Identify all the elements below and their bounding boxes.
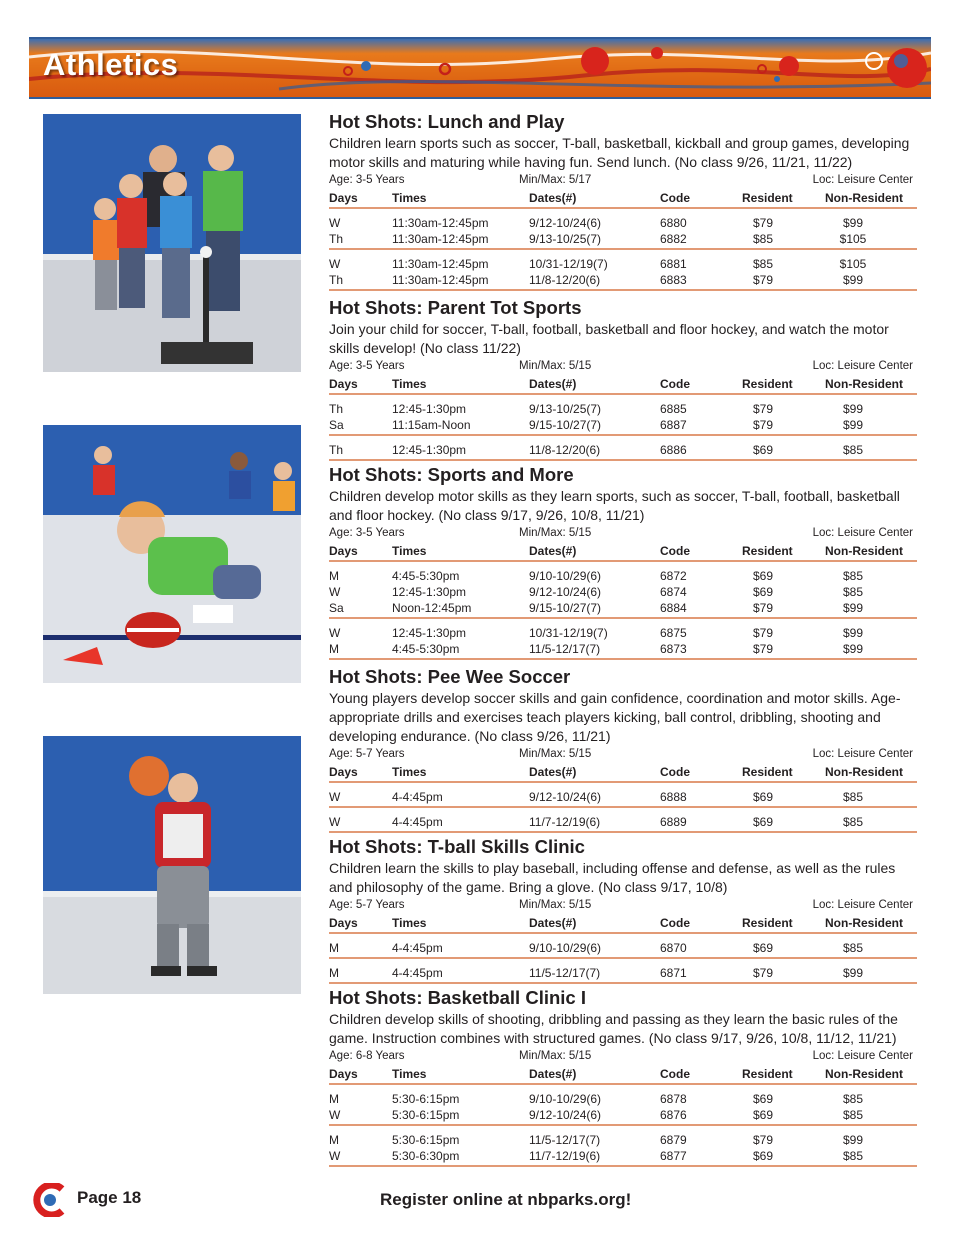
cell-time: 11:30am-12:45pm — [392, 273, 489, 287]
course-block — [329, 666, 917, 833]
session-group — [329, 808, 917, 833]
cell-resident-fee: $79 — [752, 1133, 774, 1147]
age-range: Age: 3-5 Years — [329, 174, 405, 186]
table-row — [329, 271, 917, 287]
cell-time: 5:30-6:15pm — [392, 1108, 460, 1122]
cell-time: 5:30-6:15pm — [392, 1133, 460, 1147]
session-group — [329, 1085, 917, 1126]
session-group — [329, 209, 917, 250]
table-row — [329, 1090, 917, 1106]
page-number: Page 18 — [77, 1188, 142, 1207]
col-days: Days — [329, 191, 358, 205]
course-block — [329, 111, 917, 291]
course-description: Young players develop soccer skills and gain confidence, coordination and motor skills. Age-appropriate drills and exercises teach players kicking, ball control, dribbling, shooting and developing endurance. (No class 9/26, 11/21) — [329, 690, 901, 744]
location: Loc: Leisure Center — [812, 748, 913, 760]
course-block — [329, 297, 917, 461]
cell-day: W — [329, 626, 341, 640]
col-times: Times — [392, 377, 427, 391]
col-dates: Dates(#) — [529, 191, 577, 205]
section-banner — [29, 37, 931, 99]
cell-dates: 9/12-10/24(6) — [529, 585, 602, 599]
cell-time: 11:30am-12:45pm — [392, 257, 489, 271]
cell-time: 12:45-1:30pm — [392, 585, 467, 599]
col-resident: Resident — [742, 544, 793, 558]
cell-nonresident-fee: $85 — [842, 941, 864, 955]
cell-dates: 10/31-12/19(7) — [529, 626, 608, 640]
cell-day: Sa — [329, 418, 344, 432]
session-group — [329, 436, 917, 461]
cell-resident-fee: $69 — [752, 585, 774, 599]
col-dates: Dates(#) — [529, 544, 577, 558]
course-meta — [329, 898, 917, 914]
cell-nonresident-fee: $85 — [842, 790, 864, 804]
table-header — [329, 375, 917, 395]
col-dates: Dates(#) — [529, 1067, 577, 1081]
cell-dates: 10/31-12/19(7) — [529, 257, 608, 271]
table-row — [329, 1147, 917, 1163]
course-block — [329, 464, 917, 660]
photo-kid-basketball — [43, 736, 301, 994]
cell-resident-fee: $69 — [752, 569, 774, 583]
cell-code: 6879 — [660, 1133, 687, 1147]
cell-time: 11:30am-12:45pm — [392, 232, 489, 246]
session-group — [329, 959, 917, 984]
course-meta — [329, 526, 917, 542]
cell-time: 12:45-1:30pm — [392, 443, 467, 457]
col-resident: Resident — [742, 191, 793, 205]
cell-code: 6873 — [660, 642, 687, 656]
cell-dates: 9/12-10/24(6) — [529, 790, 602, 804]
cell-code: 6881 — [660, 257, 687, 271]
cell-dates: 11/5-12/17(7) — [529, 642, 601, 656]
course-meta — [329, 747, 917, 763]
cell-nonresident-fee: $99 — [842, 626, 864, 640]
cell-time: 4-4:45pm — [392, 966, 443, 980]
course-description: Join your child for soccer, T-ball, football, basketball and floor hockey, and watch the motor skills develop! (No class 11/22) — [329, 321, 889, 356]
cell-code: 6887 — [660, 418, 687, 432]
table-row — [329, 567, 917, 583]
cell-dates: 11/7-12/19(6) — [529, 1149, 601, 1163]
cell-time: 4-4:45pm — [392, 790, 443, 804]
min-max: Min/Max: 5/15 — [519, 1050, 592, 1062]
course-title: Hot Shots: T-ball Skills Clinic — [329, 836, 585, 857]
min-max: Min/Max: 5/15 — [519, 748, 592, 760]
cell-code: 6883 — [660, 273, 687, 287]
cell-code: 6882 — [660, 232, 687, 246]
age-range: Age: 6-8 Years — [329, 1050, 405, 1062]
col-nonresident: Non-Resident — [825, 916, 903, 930]
cell-code: 6876 — [660, 1108, 687, 1122]
col-code: Code — [660, 544, 690, 558]
cell-dates: 9/15-10/27(7) — [529, 601, 602, 615]
col-times: Times — [392, 1067, 427, 1081]
cell-nonresident-fee: $99 — [842, 966, 864, 980]
cell-time: 11:30am-12:45pm — [392, 216, 489, 230]
col-nonresident: Non-Resident — [825, 1067, 903, 1081]
age-range: Age: 5-7 Years — [329, 899, 405, 911]
table-row — [329, 624, 917, 640]
cell-code: 6878 — [660, 1092, 687, 1106]
cell-time: 4-4:45pm — [392, 815, 443, 829]
cell-code: 6884 — [660, 601, 687, 615]
cell-dates: 11/7-12/19(6) — [529, 815, 601, 829]
cell-resident-fee: $79 — [752, 418, 774, 432]
photo-kids-tball — [43, 114, 301, 372]
cell-resident-fee: $79 — [752, 966, 774, 980]
col-code: Code — [660, 191, 690, 205]
cell-nonresident-fee: $85 — [842, 569, 864, 583]
cell-nonresident-fee: $85 — [842, 1092, 864, 1106]
cell-time: 5:30-6:30pm — [392, 1149, 460, 1163]
table-row — [329, 214, 917, 230]
col-days: Days — [329, 544, 358, 558]
table-row — [329, 964, 917, 980]
course-title: Hot Shots: Pee Wee Soccer — [329, 666, 571, 687]
cell-code: 6874 — [660, 585, 687, 599]
cell-day: M — [329, 1133, 339, 1147]
cell-dates: 11/5-12/17(7) — [529, 1133, 601, 1147]
course-description: Children develop skills of shooting, dribbling and passing as they learn the basic rules of the game. Instruction combines with structured games. (No class 9/17, 9/26, 10/8, 11/12, 11/21) — [329, 1011, 898, 1046]
cell-day: W — [329, 585, 341, 599]
cell-day: Sa — [329, 601, 344, 615]
cell-time: 12:45-1:30pm — [392, 402, 467, 416]
cell-code: 6875 — [660, 626, 687, 640]
col-code: Code — [660, 765, 690, 779]
cell-day: M — [329, 941, 339, 955]
cell-day: M — [329, 966, 339, 980]
parks-logo-icon — [28, 1183, 70, 1217]
cell-dates: 9/13-10/25(7) — [529, 232, 602, 246]
cell-day: M — [329, 569, 339, 583]
cell-day: W — [329, 257, 341, 271]
cell-nonresident-fee: $105 — [839, 232, 867, 246]
session-group — [329, 250, 917, 291]
cell-nonresident-fee: $99 — [842, 642, 864, 656]
col-days: Days — [329, 377, 358, 391]
course-meta — [329, 173, 917, 189]
session-group — [329, 395, 917, 436]
cell-time: Noon-12:45pm — [392, 601, 472, 615]
table-row — [329, 416, 917, 432]
cell-resident-fee: $69 — [752, 1092, 774, 1106]
cell-code: 6888 — [660, 790, 687, 804]
cell-time: 12:45-1:30pm — [392, 626, 467, 640]
table-row — [329, 1106, 917, 1122]
banner-title: Athletics — [43, 47, 179, 82]
min-max: Min/Max: 5/15 — [519, 899, 592, 911]
cell-code: 6870 — [660, 941, 687, 955]
course-block — [329, 836, 917, 984]
course-description: Children learn sports such as soccer, T-ball, basketball, kickball and group games, developing motor skills and maturing while having fun. Send lunch. (No class 9/26, 11/21, 11/22) — [329, 135, 910, 170]
col-resident: Resident — [742, 916, 793, 930]
age-range: Age: 3-5 Years — [329, 527, 405, 539]
col-times: Times — [392, 544, 427, 558]
cell-dates: 9/13-10/25(7) — [529, 402, 602, 416]
cell-resident-fee: $79 — [752, 626, 774, 640]
cell-nonresident-fee: $85 — [842, 1108, 864, 1122]
table-row — [329, 583, 917, 599]
cell-dates: 11/5-12/17(7) — [529, 966, 601, 980]
col-code: Code — [660, 377, 690, 391]
location: Loc: Leisure Center — [812, 360, 913, 372]
cell-resident-fee: $79 — [752, 273, 774, 287]
col-dates: Dates(#) — [529, 377, 577, 391]
course-title: Hot Shots: Sports and More — [329, 464, 574, 485]
col-nonresident: Non-Resident — [825, 377, 903, 391]
col-resident: Resident — [742, 765, 793, 779]
table-row — [329, 813, 917, 829]
age-range: Age: 3-5 Years — [329, 360, 405, 372]
cell-dates: 11/8-12/20(6) — [529, 273, 601, 287]
cell-nonresident-fee: $99 — [842, 418, 864, 432]
cell-code: 6877 — [660, 1149, 687, 1163]
cell-time: 4-4:45pm — [392, 941, 443, 955]
cell-day: Th — [329, 232, 344, 246]
col-times: Times — [392, 765, 427, 779]
col-nonresident: Non-Resident — [825, 191, 903, 205]
table-row — [329, 640, 917, 656]
cell-time: 4:45-5:30pm — [392, 642, 460, 656]
cell-resident-fee: $79 — [752, 601, 774, 615]
cell-day: W — [329, 790, 341, 804]
course-title: Hot Shots: Basketball Clinic I — [329, 987, 586, 1008]
cell-resident-fee: $69 — [752, 790, 774, 804]
location: Loc: Leisure Center — [812, 899, 913, 911]
col-resident: Resident — [742, 377, 793, 391]
cell-resident-fee: $69 — [752, 815, 774, 829]
cell-dates: 9/12-10/24(6) — [529, 1108, 602, 1122]
col-times: Times — [392, 916, 427, 930]
table-header — [329, 189, 917, 209]
cell-day: Th — [329, 273, 344, 287]
col-nonresident: Non-Resident — [825, 765, 903, 779]
cell-nonresident-fee: $105 — [839, 257, 867, 271]
table-header — [329, 1065, 917, 1085]
table-row — [329, 788, 917, 804]
cell-resident-fee: $69 — [752, 1108, 774, 1122]
cell-dates: 9/10-10/29(6) — [529, 569, 602, 583]
table-row — [329, 939, 917, 955]
course-description: Children learn the skills to play baseball, including offense and defense, as well as the rules and philosophy of the game. Bring a glove. (No class 9/17, 10/8) — [329, 860, 896, 895]
cell-code: 6889 — [660, 815, 687, 829]
col-days: Days — [329, 916, 358, 930]
cell-code: 6871 — [660, 966, 687, 980]
table-header — [329, 763, 917, 783]
cell-day: M — [329, 1092, 339, 1106]
min-max: Min/Max: 5/17 — [519, 174, 592, 186]
cell-nonresident-fee: $99 — [842, 402, 864, 416]
cell-resident-fee: $69 — [752, 443, 774, 457]
cell-resident-fee: $69 — [752, 941, 774, 955]
cell-day: Th — [329, 443, 344, 457]
course-block — [329, 987, 917, 1167]
cell-nonresident-fee: $85 — [842, 585, 864, 599]
table-row — [329, 599, 917, 615]
course-title: Hot Shots: Lunch and Play — [329, 111, 565, 132]
cell-time: 5:30-6:15pm — [392, 1092, 460, 1106]
cell-nonresident-fee: $99 — [842, 273, 864, 287]
table-row — [329, 441, 917, 457]
cell-dates: 9/15-10/27(7) — [529, 418, 602, 432]
cell-nonresident-fee: $85 — [842, 815, 864, 829]
cell-code: 6872 — [660, 569, 687, 583]
photo-kid-football — [43, 425, 301, 683]
course-meta — [329, 359, 917, 375]
col-dates: Dates(#) — [529, 765, 577, 779]
cell-dates: 9/10-10/29(6) — [529, 941, 602, 955]
cell-dates: 9/12-10/24(6) — [529, 216, 602, 230]
cell-time: 11:15am-Noon — [392, 418, 471, 432]
col-days: Days — [329, 765, 358, 779]
min-max: Min/Max: 5/15 — [519, 527, 592, 539]
table-row — [329, 255, 917, 271]
cell-code: 6880 — [660, 216, 687, 230]
table-row — [329, 1131, 917, 1147]
table-header — [329, 542, 917, 562]
cell-nonresident-fee: $99 — [842, 216, 864, 230]
cell-nonresident-fee: $99 — [842, 601, 864, 615]
cell-dates: 11/8-12/20(6) — [529, 443, 601, 457]
col-code: Code — [660, 916, 690, 930]
cell-nonresident-fee: $99 — [842, 1133, 864, 1147]
col-code: Code — [660, 1067, 690, 1081]
min-max: Min/Max: 5/15 — [519, 360, 592, 372]
cell-resident-fee: $69 — [752, 1149, 774, 1163]
register-online-link[interactable]: Register online at nbparks.org! — [380, 1190, 632, 1209]
table-row — [329, 230, 917, 246]
cell-day: W — [329, 1108, 341, 1122]
col-times: Times — [392, 191, 427, 205]
age-range: Age: 5-7 Years — [329, 748, 405, 760]
cell-resident-fee: $79 — [752, 642, 774, 656]
cell-day: W — [329, 1149, 341, 1163]
session-group — [329, 783, 917, 808]
course-title: Hot Shots: Parent Tot Sports — [329, 297, 582, 318]
cell-code: 6886 — [660, 443, 687, 457]
cell-day: Th — [329, 402, 344, 416]
cell-day: W — [329, 216, 341, 230]
col-resident: Resident — [742, 1067, 793, 1081]
cell-day: M — [329, 642, 339, 656]
cell-resident-fee: $79 — [752, 216, 774, 230]
course-description: Children develop motor skills as they learn sports, such as soccer, T-ball, football, basketball and floor hockey. (No class 9/17, 9/26, 10/8, 11/21) — [329, 488, 900, 523]
course-meta — [329, 1049, 917, 1065]
table-row — [329, 400, 917, 416]
cell-day: W — [329, 815, 341, 829]
cell-dates: 9/10-10/29(6) — [529, 1092, 602, 1106]
col-days: Days — [329, 1067, 358, 1081]
cell-nonresident-fee: $85 — [842, 1149, 864, 1163]
session-group — [329, 562, 917, 619]
cell-resident-fee: $85 — [752, 257, 774, 271]
session-group — [329, 1126, 917, 1167]
session-group — [329, 619, 917, 660]
location: Loc: Leisure Center — [812, 174, 913, 186]
session-group — [329, 934, 917, 959]
cell-time: 4:45-5:30pm — [392, 569, 460, 583]
cell-resident-fee: $85 — [752, 232, 774, 246]
location: Loc: Leisure Center — [812, 1050, 913, 1062]
col-dates: Dates(#) — [529, 916, 577, 930]
cell-code: 6885 — [660, 402, 687, 416]
col-nonresident: Non-Resident — [825, 544, 903, 558]
location: Loc: Leisure Center — [812, 527, 913, 539]
cell-resident-fee: $79 — [752, 402, 774, 416]
table-header — [329, 914, 917, 934]
cell-nonresident-fee: $85 — [842, 443, 864, 457]
